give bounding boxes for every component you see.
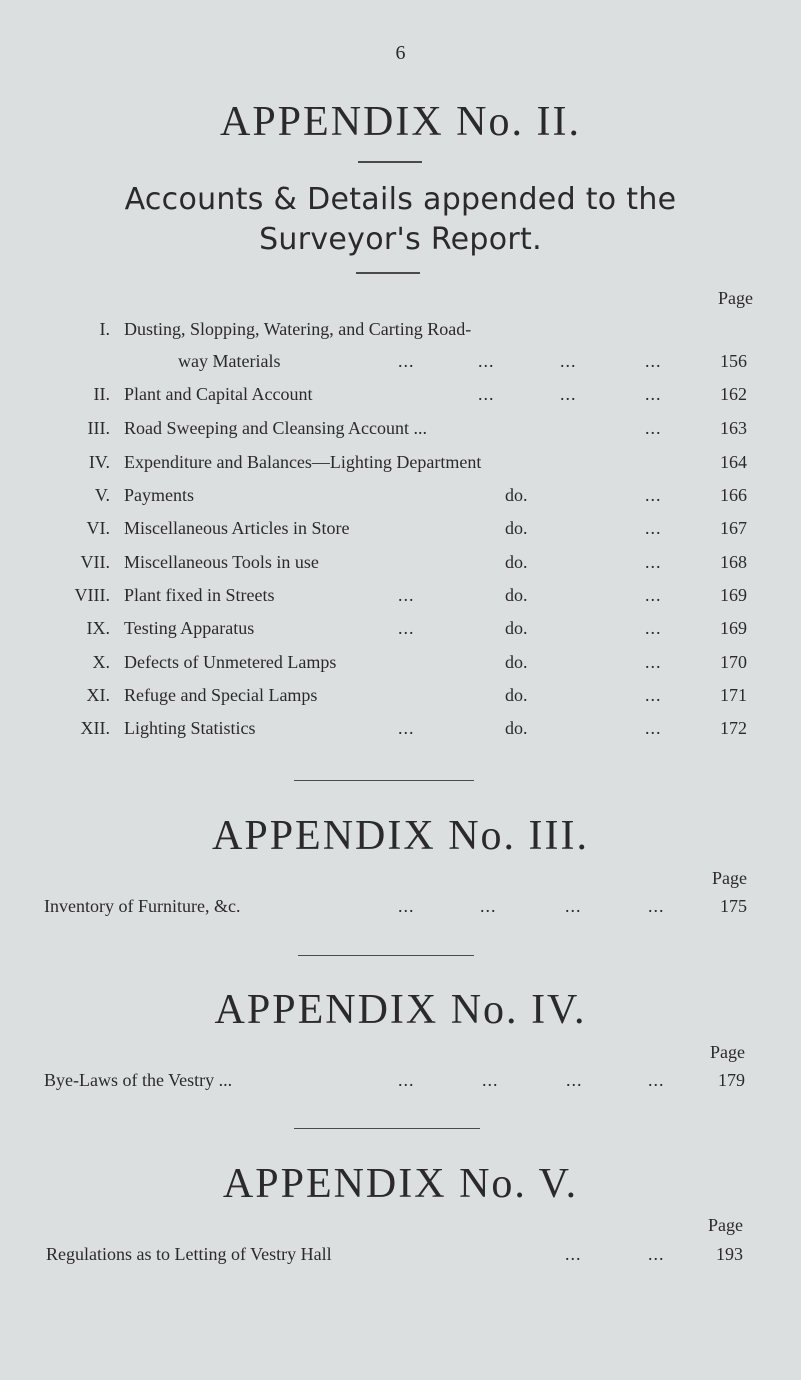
toc-entry (0, 1070, 801, 1098)
entry-numeral: II. (93, 384, 110, 404)
entry-numeral: XII. (80, 718, 110, 738)
entry-page: 170 (720, 652, 747, 672)
leader-dots: ... (648, 1070, 665, 1090)
leader-dots: ... (645, 652, 662, 672)
leader-dots: ... (566, 1070, 583, 1090)
appendix-iv-title (0, 986, 801, 1034)
leader-dots: ... (398, 718, 415, 738)
entry-numeral: X. (92, 652, 110, 672)
toc-entry-continuation (0, 351, 801, 379)
appendix-word: APPENDIX (219, 99, 444, 145)
entry-page: 168 (720, 552, 747, 572)
entry-description: Testing Apparatus (124, 618, 255, 638)
leader-dots: ... (482, 1070, 499, 1090)
entry-description: Road Sweeping and Cleansing Account ... (124, 418, 427, 438)
appendix-word: APPENDIX (212, 813, 436, 859)
leader-dots: ... (645, 384, 662, 404)
toc-entry (0, 896, 801, 924)
leader-dots: ... (648, 896, 665, 916)
toc-entry (0, 485, 801, 513)
appendix-numeral: V. (538, 1161, 579, 1207)
appendix-numeral: III. (528, 813, 589, 859)
entry-page: 156 (720, 351, 747, 371)
ditto-mark: do. (505, 652, 528, 672)
entry-description: Bye-Laws of the Vestry ... (44, 1070, 233, 1090)
toc-entry (0, 618, 801, 646)
leader-dots: ... (478, 384, 495, 404)
entry-page: 162 (720, 384, 747, 404)
appendix-word: APPENDIX (214, 987, 439, 1033)
subtitle-line-1: Accounts & Details appended to the (124, 182, 677, 217)
entry-description: Inventory of Furniture, &c. (44, 896, 241, 916)
appendix-v-title (0, 1160, 801, 1208)
entry-description: Dusting, Slopping, Watering, and Carting Road- (124, 319, 472, 339)
entry-page: 171 (720, 685, 747, 705)
appendix-numeral: II. (536, 99, 581, 145)
leader-dots: ... (645, 685, 662, 705)
entry-description: Miscellaneous Articles in Store (124, 518, 350, 538)
entry-page: 169 (720, 585, 747, 605)
entry-page: 167 (720, 518, 747, 538)
leader-dots: ... (480, 896, 497, 916)
leader-dots: ... (645, 718, 662, 738)
entry-description: Payments (124, 485, 194, 505)
appendix-word: APPENDIX (222, 1161, 447, 1207)
divider (356, 272, 420, 274)
toc-entry (0, 552, 801, 580)
entry-numeral: III. (87, 418, 110, 438)
entry-description: Regulations as to Letting of Vestry Hall (46, 1244, 332, 1264)
leader-dots: ... (645, 618, 662, 638)
toc-entry (0, 452, 801, 480)
leader-dots: ... (398, 585, 415, 605)
leader-dots: ... (565, 1244, 582, 1264)
entry-numeral: VI. (86, 518, 110, 538)
entry-numeral: IV. (88, 452, 110, 472)
ditto-mark: do. (505, 518, 528, 538)
leader-dots: ... (645, 351, 662, 371)
subtitle-line-2: Surveyor's Report. (259, 222, 542, 257)
entry-page: 179 (718, 1070, 745, 1090)
divider (358, 161, 422, 163)
leader-dots: ... (645, 485, 662, 505)
leader-dots: ... (648, 1244, 665, 1264)
entry-page: 193 (716, 1244, 743, 1264)
entry-page: 172 (720, 718, 747, 738)
divider (294, 780, 474, 781)
entry-numeral: V. (94, 485, 110, 505)
entry-description: Defects of Unmetered Lamps (124, 652, 337, 672)
ditto-mark: do. (505, 718, 528, 738)
section-subtitle (0, 180, 801, 260)
divider (298, 955, 474, 956)
leader-dots: ... (565, 896, 582, 916)
page-number: 6 (395, 42, 406, 64)
entry-page: 164 (720, 452, 747, 472)
toc-entry (0, 418, 801, 446)
entry-description-cont: way Materials (178, 351, 281, 371)
toc-entry (0, 518, 801, 546)
leader-dots: ... (645, 585, 662, 605)
leader-dots: ... (398, 351, 415, 371)
leader-dots: ... (478, 351, 495, 371)
ditto-mark: do. (505, 585, 528, 605)
entry-page: 175 (720, 896, 747, 916)
appendix-no: No. (456, 99, 525, 145)
entry-page: 163 (720, 418, 747, 438)
page-column-header: Page (718, 288, 753, 308)
appendix-iii-title (0, 812, 801, 860)
entry-numeral: VIII. (74, 585, 110, 605)
entry-page: 169 (720, 618, 747, 638)
toc-entry (0, 718, 801, 746)
entry-description: Plant fixed in Streets (124, 585, 275, 605)
ditto-mark: do. (505, 552, 528, 572)
appendix-no: No. (448, 813, 517, 859)
entry-description: Refuge and Special Lamps (124, 685, 318, 705)
entry-numeral: I. (99, 319, 110, 339)
ditto-mark: do. (505, 618, 528, 638)
page-column-header: Page (710, 1042, 745, 1062)
leader-dots: ... (560, 351, 577, 371)
entry-description: Miscellaneous Tools in use (124, 552, 319, 572)
leader-dots: ... (398, 1070, 415, 1090)
entry-description: Expenditure and Balances—Lighting Department (124, 452, 482, 472)
entry-numeral: IX. (86, 618, 110, 638)
divider (294, 1128, 480, 1129)
entry-numeral: VII. (80, 552, 110, 572)
appendix-numeral: IV. (531, 987, 587, 1033)
entry-description: Lighting Statistics (124, 718, 256, 738)
toc-entry (0, 652, 801, 680)
leader-dots: ... (398, 896, 415, 916)
appendix-no: No. (450, 987, 519, 1033)
appendix-no: No. (459, 1161, 527, 1207)
leader-dots: ... (645, 552, 662, 572)
appendix-ii-title (0, 98, 801, 146)
ditto-mark: do. (505, 485, 528, 505)
leader-dots: ... (645, 518, 662, 538)
leader-dots: ... (645, 418, 662, 438)
ditto-mark: do. (505, 685, 528, 705)
toc-entry (0, 319, 801, 347)
leader-dots: ... (398, 618, 415, 638)
page-column-header: Page (712, 868, 747, 888)
entry-numeral: XI. (86, 685, 110, 705)
entry-description: Plant and Capital Account (124, 384, 313, 404)
toc-entry (0, 685, 801, 713)
page-column-header: Page (708, 1215, 743, 1235)
toc-entry (0, 1244, 801, 1272)
leader-dots: ... (560, 384, 577, 404)
toc-entry (0, 384, 801, 412)
entry-page: 166 (720, 485, 747, 505)
toc-entry (0, 585, 801, 613)
